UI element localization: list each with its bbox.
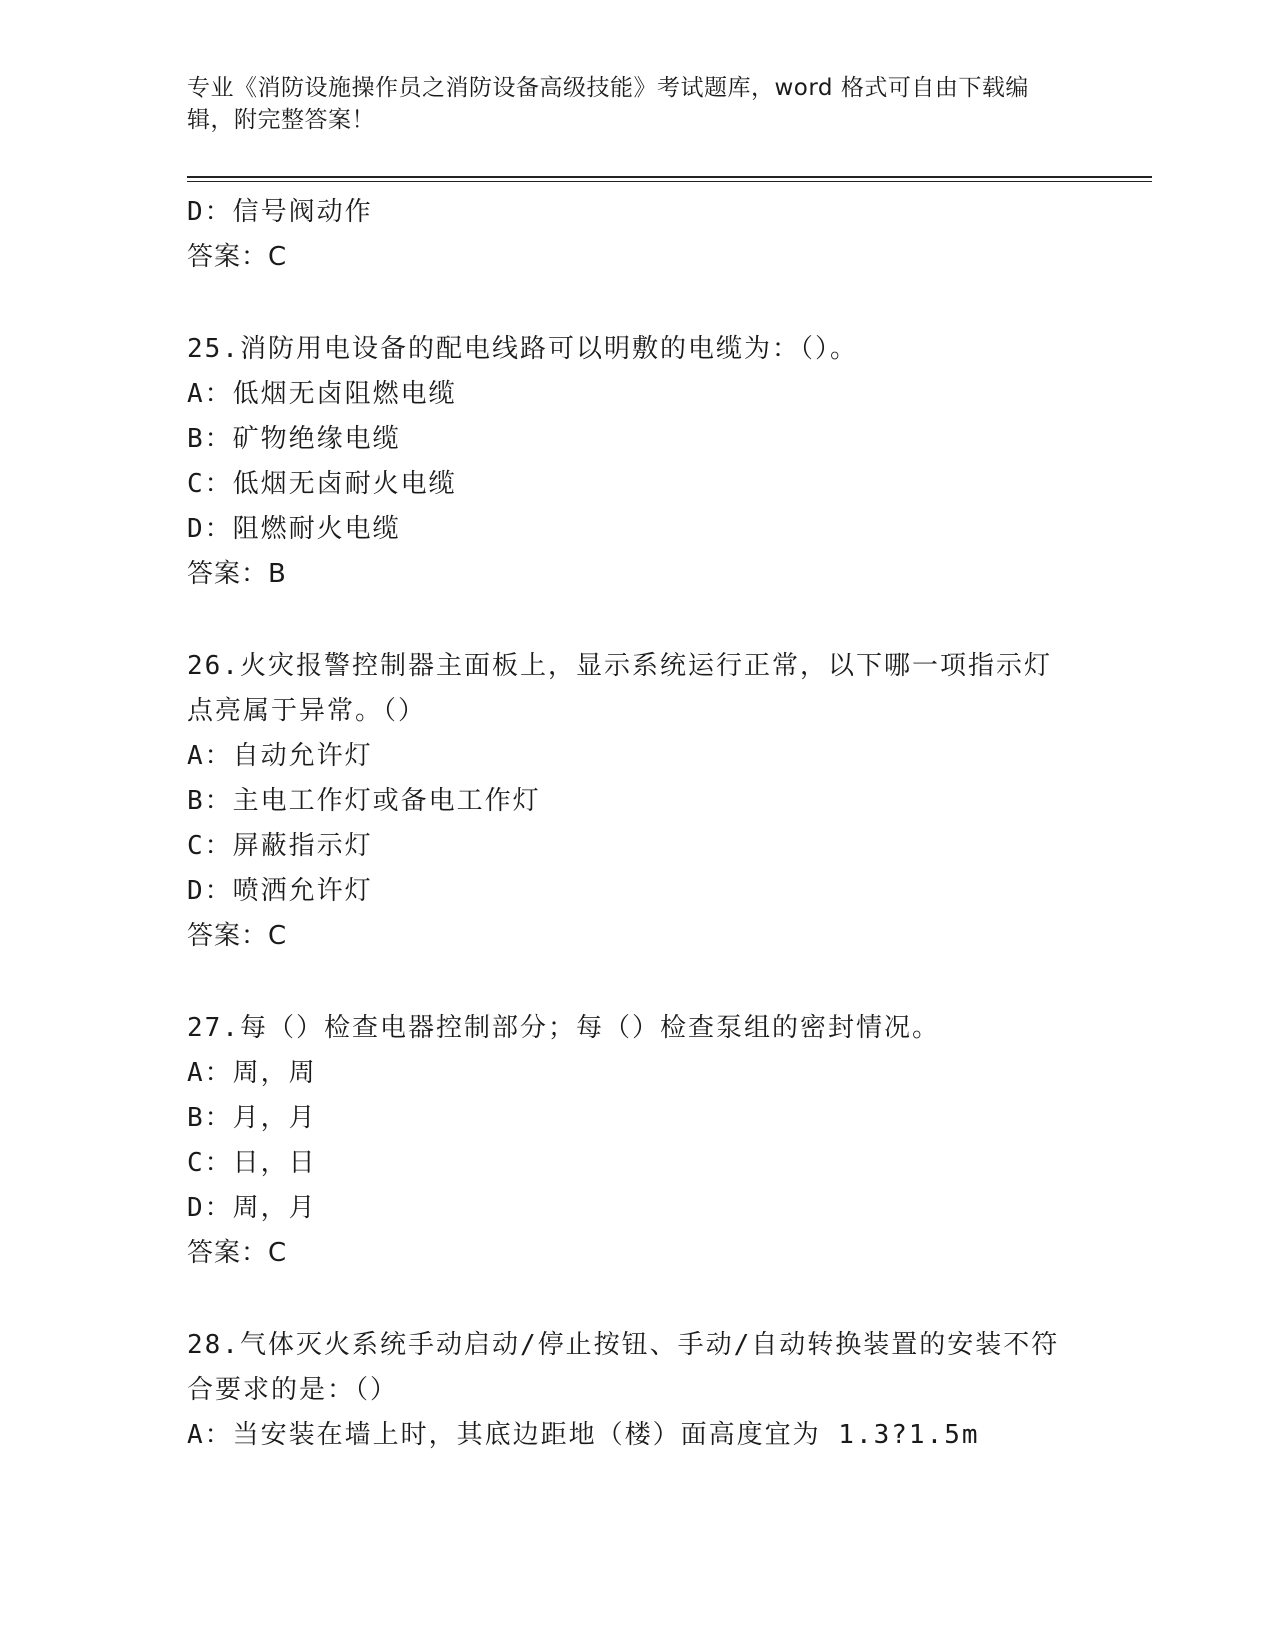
answer: 答案：C (187, 1238, 288, 1268)
option-a: A：自动允许灯 (187, 741, 373, 771)
option-a: A：当安装在墙上时，其底边距地（楼）面高度宜为 1.3?1.5m (187, 1420, 980, 1450)
header-divider (187, 176, 1152, 178)
option-a: A：周，周 (187, 1058, 317, 1088)
header-line-2: 辑，附完整答案！ (187, 107, 375, 133)
question-26 (187, 644, 1147, 959)
option-b: B：矿物绝缘电缆 (187, 424, 401, 454)
question-stem-cont: 点亮属于异常。（） (187, 696, 427, 726)
answer: 答案：C (187, 242, 288, 272)
option-d: D：喷洒允许灯 (187, 876, 373, 906)
question-28 (187, 1323, 1147, 1458)
header-divider-thin (187, 181, 1152, 182)
question-list (187, 190, 1147, 1458)
question-stem: 28.气体灭火系统手动启动/停止按钮、手动/自动转换装置的安装不符 (187, 1330, 1060, 1360)
question-stem-cont: 合要求的是：（） (187, 1375, 399, 1405)
option-c: C：日，日 (187, 1148, 317, 1178)
question-stem: 27.每（）检查电器控制部分；每（）检查泵组的密封情况。 (187, 1013, 940, 1043)
option-c: C：屏蔽指示灯 (187, 831, 373, 861)
option-c: C：低烟无卤耐火电缆 (187, 469, 457, 499)
page-header (187, 72, 1067, 136)
header-line-1: 专业《消防设施操作员之消防设备高级技能》考试题库，word 格式可自由下载编 (187, 75, 1029, 101)
option-a: A：低烟无卤阻燃电缆 (187, 379, 457, 409)
option-d: D：信号阀动作 (187, 197, 373, 227)
option-b: B：月，月 (187, 1103, 317, 1133)
question-stem: 25.消防用电设备的配电线路可以明敷的电缆为：（）。 (187, 334, 858, 364)
question-25 (187, 327, 1147, 597)
option-d: D：周，月 (187, 1193, 317, 1223)
question-27 (187, 1006, 1147, 1276)
option-d: D：阻燃耐火电缆 (187, 514, 401, 544)
option-b: B：主电工作灯或备电工作灯 (187, 786, 541, 816)
answer: 答案：C (187, 921, 288, 951)
question-stem: 26.火灾报警控制器主面板上，显示系统运行正常，以下哪一项指示灯 (187, 651, 1052, 681)
answer: 答案：B (187, 559, 287, 589)
